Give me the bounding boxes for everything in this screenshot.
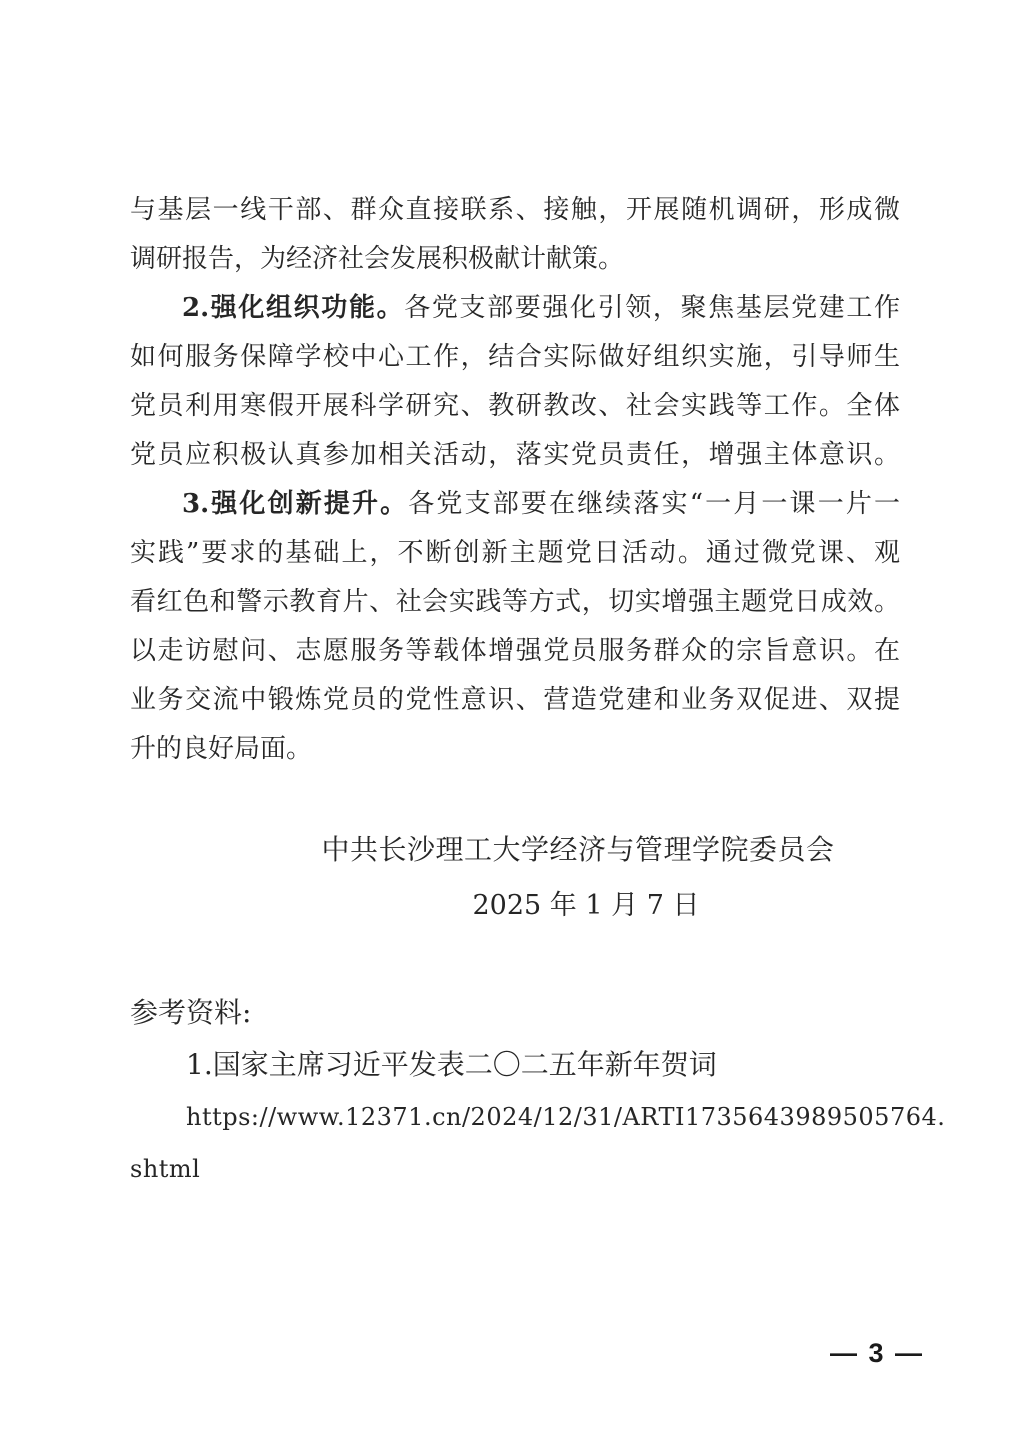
body-line	[130, 333, 900, 382]
body-line	[130, 284, 900, 333]
references-heading: 参考资料:	[130, 996, 252, 1029]
closing-date: 2025 年 1 月 7 日	[472, 890, 700, 921]
reference-url-line: https://www.12371.cn/2024/12/31/ARTI1735643989505764.	[186, 1103, 946, 1131]
body-text-run: 党员应积极认真参加相关活动，落实党员责任，增强主体意识。	[130, 440, 900, 470]
body-text-run: 各党支部要强化引领，聚焦基层党建工作	[404, 293, 900, 323]
references-list	[130, 1039, 946, 1195]
references-section	[130, 987, 946, 1195]
body-text-run: 调研报告，为经济社会发展积极献计献策。	[130, 244, 625, 274]
body-line	[130, 627, 900, 676]
body-text-run: 以走访慰问、志愿服务等载体增强党员服务群众的宗旨意识。在	[130, 636, 900, 666]
body-line	[130, 186, 900, 235]
body-paragraphs	[130, 186, 900, 774]
emphasis-text-run: 3.强化创新提升。	[182, 489, 409, 519]
emphasis-text-run: 2.强化组织功能。	[182, 293, 405, 323]
body-text-run: 实践”要求的基础上，不断创新主题党日活动。通过微党课、观	[130, 538, 900, 568]
body-line	[130, 529, 900, 578]
closing-organization: 中共长沙理工大学经济与管理学院委员会	[321, 833, 835, 866]
body-text-run: 各党支部要在继续落实“一月一课一片一	[408, 489, 900, 519]
body-line	[130, 676, 900, 725]
body-text-run: 看红色和警示教育片、社会实践等方式，切实增强主题党日成效。	[130, 587, 900, 617]
body-line	[130, 480, 900, 529]
body-line	[130, 725, 900, 774]
reference-item: 1.国家主席习近平发表二〇二五年新年贺词	[186, 1048, 717, 1081]
body-text-run: 升的良好局面。	[130, 734, 313, 764]
body-line	[130, 578, 900, 627]
body-line	[130, 235, 900, 284]
body-text-run: 党员利用寒假开展科学研究、教研教改、社会实践等工作。全体	[130, 391, 900, 421]
body-text-run: 业务交流中锻炼党员的党性意识、营造党建和业务双促进、双提	[130, 685, 900, 715]
reference-url-line: shtml	[130, 1155, 201, 1183]
body-text-run: 与基层一线干部、群众直接联系、接触，开展随机调研，形成微	[130, 195, 900, 225]
body-line	[130, 382, 900, 431]
page-number: — 3 —	[830, 1338, 925, 1368]
body-line	[130, 431, 900, 480]
body-text-run: 如何服务保障学校中心工作，结合实际做好组织实施，引导师生	[130, 342, 900, 372]
